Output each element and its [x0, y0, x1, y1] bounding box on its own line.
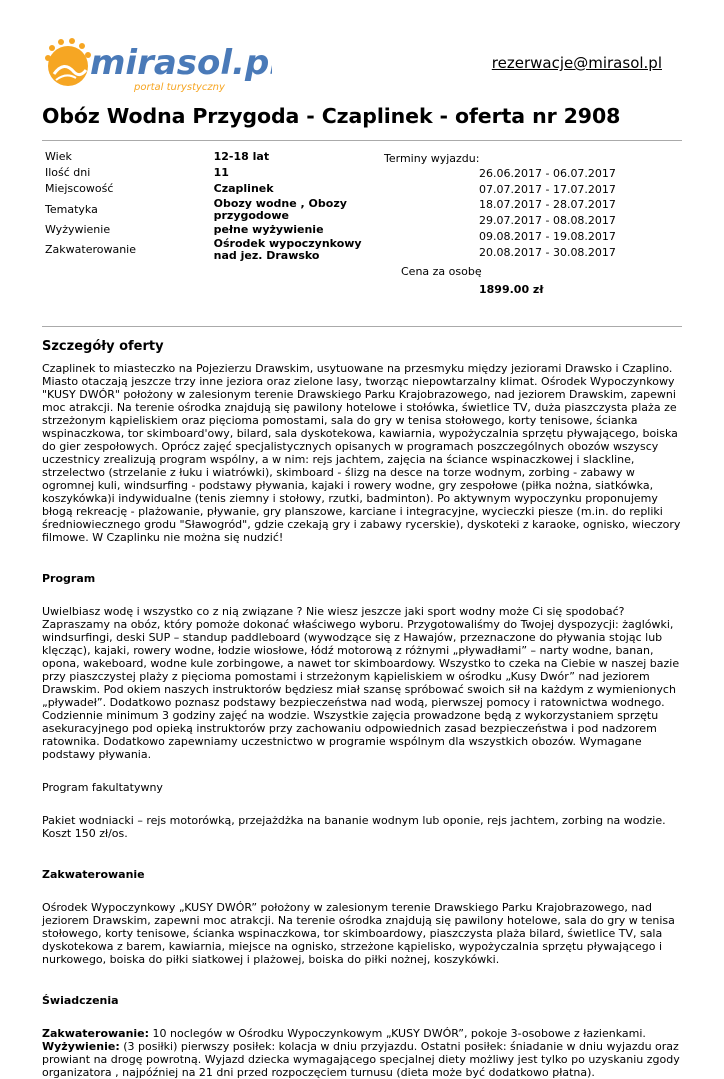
term-date: 07.07.2017 - 17.07.2017 — [479, 182, 616, 196]
info-label: Miejscowość — [45, 182, 114, 195]
mirasol-logo[interactable] — [42, 36, 272, 94]
program-heading: Program — [42, 572, 96, 585]
info-row-place — [42, 181, 382, 197]
term-date: 26.06.2017 - 06.07.2017 — [479, 167, 616, 180]
info-value: 11 — [213, 166, 229, 179]
info-row-accommodation — [42, 237, 382, 263]
accommodation-heading: Zakwaterowanie — [42, 868, 145, 881]
info-value: pełne wyżywienie — [213, 223, 324, 236]
optional-program-text: Pakiet wodniacki – rejs motorówką, przejażdżka na bananie wodnym lub oponie, rejs jachtem, zorbing na wodzie. Koszt 150 zł/os. — [42, 814, 666, 840]
price-value: 1899.00 zł — [479, 283, 544, 296]
term-date: 20.08.2017 - 30.08.2017 — [479, 245, 616, 259]
info-label: Zakwaterowanie — [45, 243, 137, 256]
logo-tagline: portal turystyczny — [134, 82, 225, 93]
logo-text: mirasol.pl — [90, 43, 272, 83]
info-value: 12-18 lat — [213, 150, 270, 163]
info-label: Tematyka — [45, 203, 98, 216]
info-value: Czaplinek — [213, 182, 274, 195]
page-title: Obóz Wodna Przygoda - Czaplinek - oferta nr 2908 — [42, 104, 621, 128]
details-intro: Czaplinek to miasteczko na Pojezierzu Drawskim, usytuowane na przesmyku między jeziorami Drawsko i Czaplino. Miasto otaczają jeszcze trzy inne jeziora oraz zielone lasy, tworząc niepowtarzalny klimat. Ośrodek Wypoczynkowy "KUSY DWÓR" położony w zalesionym terenie Drawskiego Parku Krajobrazowego, nad jeziorem Drawskim, zapewni moc atrakcji. Na terenie ośrodka znajdują się pawilony hotelowe i stołówka, świetlice TV, duża piaszczysta plaża ze strzeżonym kąpieliskiem oraz pięciomа pomostami, sala do gry w tenisa stołowego, korty tenisowe, ścianka wspinaczkowa, tor skimboard'owy, bilard, sala dyskotekowa, kawiarnia, wypożyczalnia sprzętu pływającego, boiska do gier zespołowych. Oprócz zajęć specjalistycznych opisanych w programach poszczególnych obozów wszyscy uczestnicy zrealizują program wspólny, a w nim: rejs jachtem, zajęcia na ściance wspinaczkowej i slackline, strzelectwo (strzelanie z łuku i wiatrówki), skimboard - ślizg na desce na torze wodnym, zorbing - zabawy w ogromnej kuli, windsurfing - podstawy pływania, kajaki i rowery wodne, gry zespołowe (piłka nożna, siatkówka, koszykówka)i indywidualne (tenis ziemny i stołowy, rzutki, badminton). Po aktywnym wypoczynku proponujemy błogą rekreację - plażowanie, pływanie, gry planszowe, karciane i integracyjne, wycieczki piesze (m.in. do repliki średniowiecznego grodu "Sławogród", gdzie czekają gry i zabawy rycerskie), dyskoteki z karaoke, ognisko, wieczory filmowe. W Czaplinku nie można się nudzić! — [42, 362, 681, 544]
info-row-days — [42, 165, 382, 181]
term-date: 18.07.2017 - 28.07.2017 — [479, 198, 616, 212]
benefit-meals — [42, 1040, 684, 1079]
info-row-meals — [42, 223, 382, 237]
benefit-label: Zakwaterowanie: — [42, 1027, 150, 1040]
details-heading: Szczegóły oferty — [42, 339, 164, 354]
offer-details — [42, 340, 684, 1079]
benefit-text: (3 posiłki) pierwszy posiłek: kolacja w dniu przyjazdu. Ostatni posiłek: śniadanie w dniu wyjazdu oraz prowiant na drogę powrotną. Wyjazd dziecka wymagającego specjalnej diety możliwy jest tylko po uzyskaniu zgody organizatora , najpóźniej na 21 dni przed rozpoczęciem turnusu (dieta może być dodatkowo płatna). — [42, 1040, 680, 1079]
benefit-label: Wyżywienie: — [42, 1040, 120, 1053]
benefit-text: 10 noclegów w Ośrodku Wypoczynkowym „KUSY DWÓR”, pokoje 3-osobowe z łazienkami. — [149, 1027, 646, 1040]
terms-label: Terminy wyjazdu: — [384, 152, 480, 165]
email-link[interactable]: rezerwacje@mirasol.pl — [491, 54, 662, 72]
info-row-age — [42, 149, 382, 165]
optional-program-label: Program fakultatywny — [42, 781, 163, 794]
info-label: Ilość dni — [45, 166, 91, 179]
benefits-heading: Świadczenia — [42, 994, 119, 1007]
info-label: Wiek — [45, 150, 72, 163]
accommodation-text: Ośrodek Wypoczynkowy „KUSY DWÓR” położony w zalesionym terenie Drawskiego Parku Krajobrazowego, nad jeziorem Drawskim, zapewni moc atrakcji. Na terenie ośrodka znajdują się pawilony hotelowe, sala do gry w tenisa stołowego, korty tenisowe, ścianka wspinaczkowa, tor skimboardowy, piaszczysta plaża bilard, świetlice TV, sala dyskotekowa z barem, kawiarnia, miejsce na ognisko, strzeżone kąpielisko, wypożyczalnia sprzętu pływającego i nurkowego, boiska do piłki siatkowej i plażowej, boiska do piłki nożnej, koszykówki. — [42, 901, 675, 966]
logo-graphic — [42, 36, 272, 94]
term-date: 09.08.2017 - 19.08.2017 — [479, 229, 616, 243]
benefit-accommodation — [42, 1027, 684, 1040]
info-value: Ośrodek wypoczynkowy nad jez. Drawsko — [213, 237, 362, 262]
info-row-theme — [42, 197, 382, 223]
divider — [42, 140, 682, 141]
price-label: Cena za osobę — [401, 265, 482, 278]
terms-list — [479, 166, 616, 260]
info-label: Wyżywienie — [45, 223, 111, 236]
term-date: 29.07.2017 - 08.08.2017 — [479, 214, 616, 228]
offer-info-table — [42, 149, 382, 263]
divider — [42, 326, 682, 327]
program-text: Uwielbiasz wodę i wszystko co z nią związane ? Nie wiesz jeszcze jaki sport wodny może Ci się spodobać? Zapraszamy na obóz, który pomoże dokonać właściwego wyboru. Przygotowaliśmy do Twojej dyspozycji: żaglówki, windsurfingi, deski SUP – standup paddleboard (wywodzące się z Hawajów, przeznaczone do pływania stojąc lub klęcząc), kajaki, rowery wodne, łodzie wiosłowe, łódź motorową z różnymi „pływadłami” – narty wodne, banan, opona, wakeboard, wodne kule zorbingowe, a nawet tor skimboardowy. Wszystko to czeka na Ciebie w naszej bazie przy piaszczystej plaży z pięcioma pomostami i strzeżonym kąpieliskiem w ośrodku „Kusy Dwór” nad jeziorem Drawskim. Pod okiem naszych instruktorów będziesz miał szansę spróbować swoich sił na każdym z wymienionych „pływadeł”. Dodatkowo poznasz podstawy bezpieczeństwa nad wodą, pierwszej pomocy i ratownictwa wodnego. Codziennie minimum 3 godziny zajęć na wodzie. Wszystkie zajęcia prowadzone będą z wykorzystaniem sprzętu asekuracyjnego pod opieką instruktorów przy zachowaniu odpowiednich zasad bezpieczeństwa i pod nadzorem ratownika. Dodatkowo zapewniamy uczestnictwo w programie wspólnym dla wszystkich obozów. Wymagane podstawy pływania. — [42, 605, 680, 761]
info-value: Obozy wodne , Obozy przygodowe — [213, 197, 347, 222]
